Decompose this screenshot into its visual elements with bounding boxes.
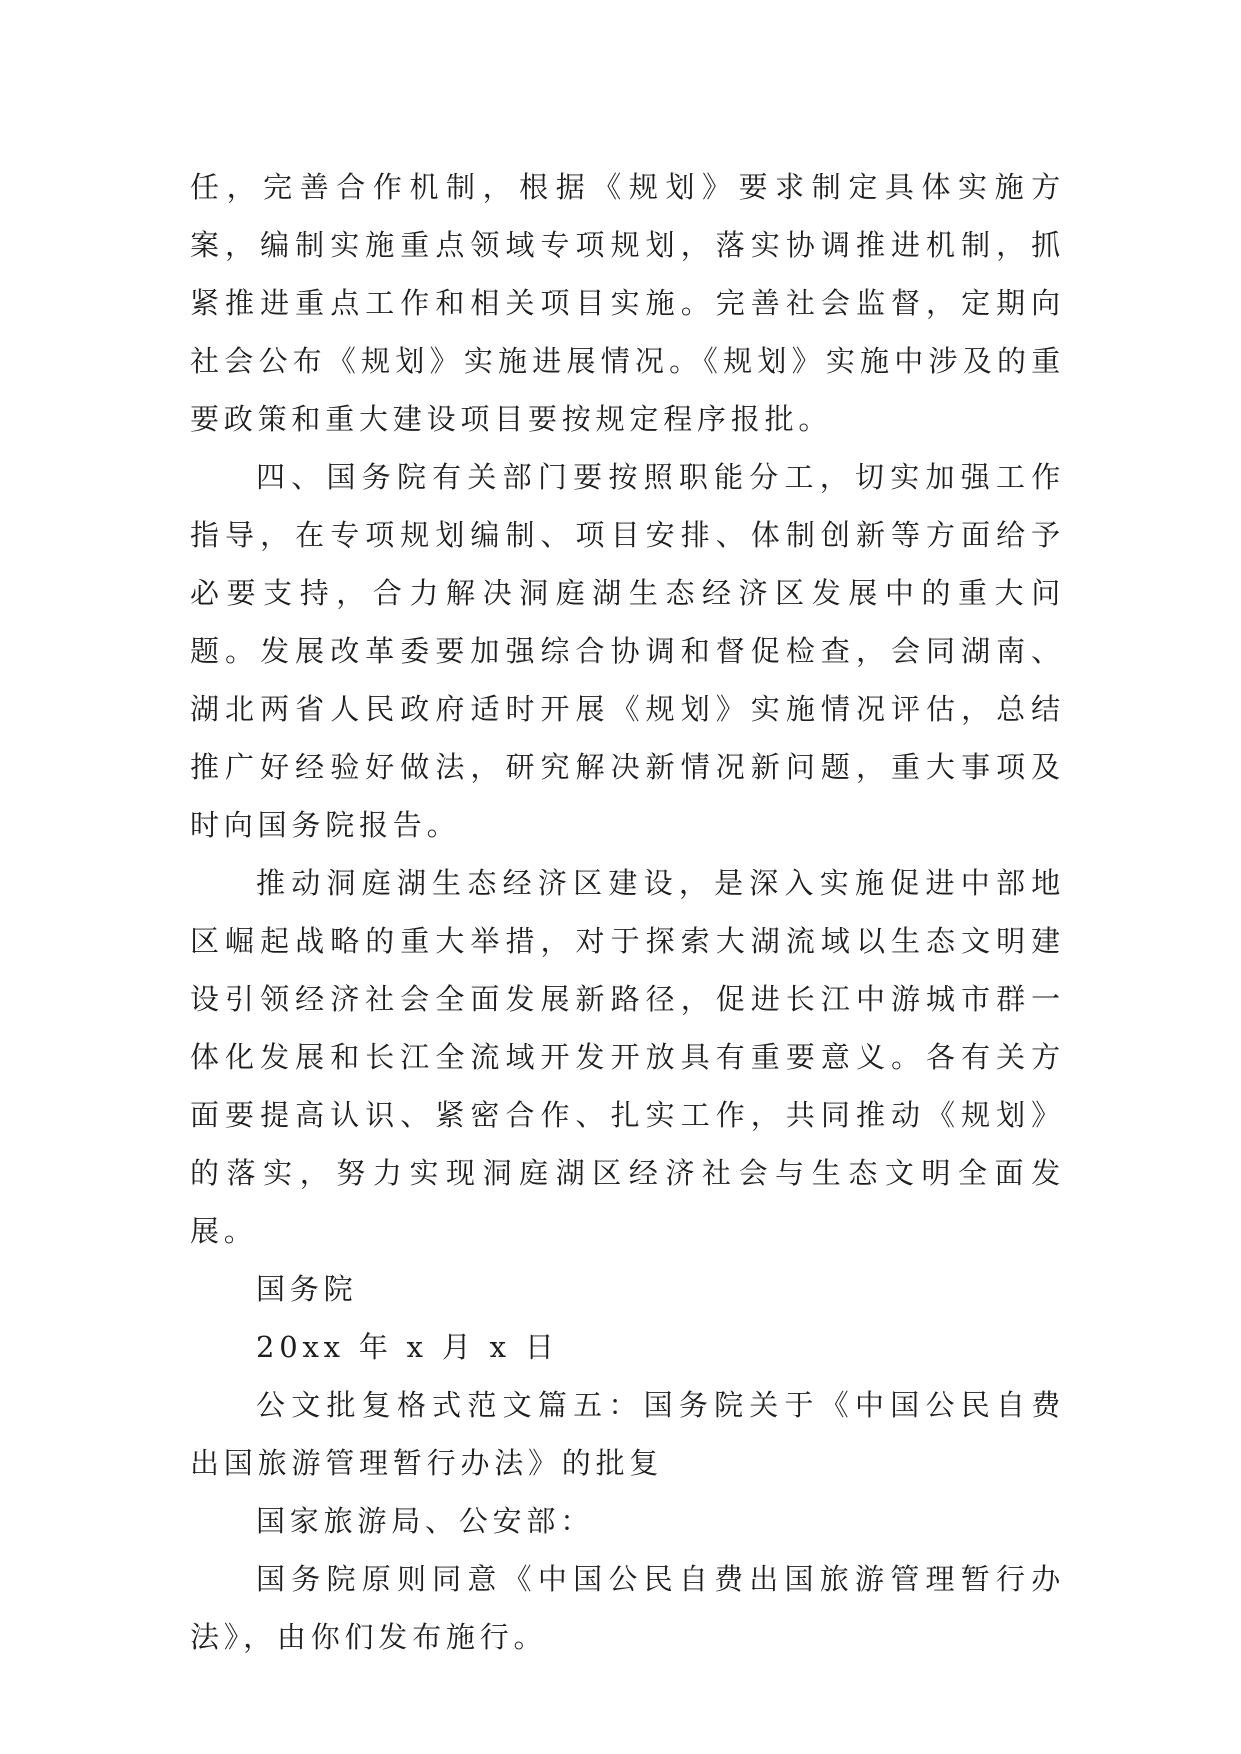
document-body	[190, 158, 1065, 1666]
reply-body: 国务院原则同意《中国公民自费出国旅游管理暂行办法》，由你们发布施行。	[190, 1562, 1065, 1654]
paragraph-continuation: 任，完善合作机制，根据《规划》要求制定具体实施方案，编制实施重点领域专项规划，落实协调推进机制，抓紧推进重点工作和相关项目实施。完善社会监督，定期向社会公布《规划》实施进展情况。《规划》实施中涉及的重要政策和重大建设项目要按规定程序报批。	[190, 170, 1065, 436]
paragraph-section-four: 四、国务院有关部门要按照职能分工，切实加强工作指导，在专项规划编制、项目安排、体制创新等方面给予必要支持，合力解决洞庭湖生态经济区发展中的重大问题。发展改革委要加强综合协调和督促检查，会同湖南、湖北两省人民政府适时开展《规划》实施情况评估，总结推广好经验好做法，研究解决新情况新问题，重大事项及时向国务院报告。	[190, 460, 1065, 842]
signature-issuer: 国务院	[256, 1272, 358, 1306]
signature-date: 20xx 年 x 月 x 日	[256, 1330, 559, 1364]
section-title: 公文批复格式范文篇五：国务院关于《中国公民自费出国旅游管理暂行办法》的批复	[190, 1388, 1065, 1480]
paragraph-conclusion: 推动洞庭湖生态经济区建设，是深入实施促进中部地区崛起战略的重大举措，对于探索大湖流域以生态文明建设引领经济社会全面发展新路径，促进长江中游城市群一体化发展和长江全流域开发开放具有重要意义。各有关方面要提高认识、紧密合作、扎实工作，共同推动《规划》的落实，努力实现洞庭湖区经济社会与生态文明全面发展。	[190, 866, 1065, 1248]
addressee: 国家旅游局、公安部：	[256, 1504, 595, 1538]
